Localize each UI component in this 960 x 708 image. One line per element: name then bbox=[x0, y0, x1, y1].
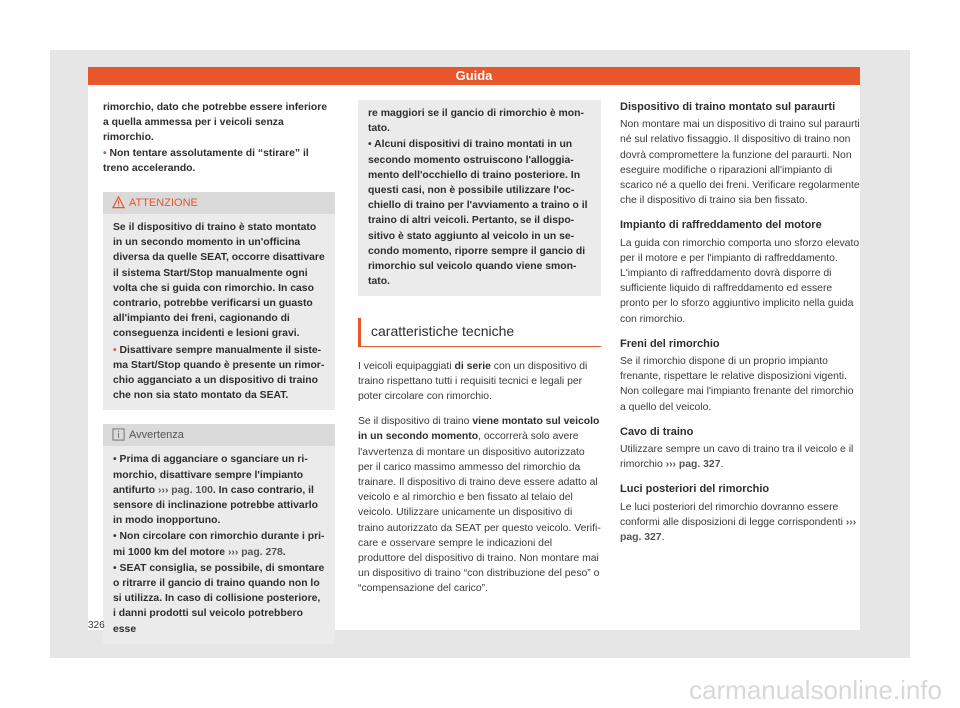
warning-body bbox=[103, 214, 335, 410]
page-link[interactable]: ››› pag. 278 bbox=[227, 546, 283, 558]
warning-header bbox=[103, 192, 335, 214]
text: con un dispositivo di traino rispettano tutti i requisiti tecnici e legali per poter circolare con rimorchio. bbox=[358, 360, 588, 403]
text: . bbox=[661, 532, 665, 544]
subheading: Freni del rimorchio bbox=[620, 337, 720, 350]
paragraph bbox=[620, 442, 860, 472]
note-bullet bbox=[368, 137, 591, 289]
bullet-icon: • bbox=[103, 147, 110, 159]
note-text-cont: re maggiori se il gancio di rimorchio è montato. bbox=[368, 108, 584, 135]
note-text: Alcuni dispositivi di traino montati in un secondo momento ostruiscono l'alloggiamento dell'occhiello di traino posteriore. In questi casi, non è possibile utilizzare l'occhiello di traino per l'avviamento a traino o il traino di altri veicoli. Pertanto, se il dispositivo è stato aggiunto al veicolo in un secondo momento, riporre sempre il gancio di rimorchio sul veicolo quando viene smontato. bbox=[368, 139, 588, 288]
column-right bbox=[620, 100, 860, 555]
note-box bbox=[103, 424, 335, 643]
note-text: Prima di agganciare o sganciare un rimorchio, disattivare sempre l'impianto antifurto bbox=[113, 454, 308, 496]
warning-text-2: Disattivare sempre manualmente il sistema Start/Stop quando è presente un rimorchio agganciato a un dispositivo di traino che non sia stato montato da SEAT. bbox=[113, 344, 325, 402]
paragraph: La guida con rimorchio comporta uno sforzo elevato per il motore e per l'impianto di raffreddamento. L'impianto di raffreddamento dovrà disporre di sufficiente liquido di raffreddamento ed essere pronto per lo sforzo aggiuntivo implicito nella guida con rimorchio. bbox=[620, 237, 860, 325]
bullet-icon: • bbox=[368, 139, 375, 151]
page-link[interactable]: ››› pag. 100 bbox=[158, 484, 213, 496]
note-header bbox=[103, 424, 335, 446]
note-body bbox=[358, 100, 601, 296]
note-bullet-3 bbox=[113, 561, 325, 637]
warning-title: ATTENZIONE bbox=[129, 197, 198, 210]
bullet-text: Non tentare assolutamente di “stirare” il treno accelerando. bbox=[103, 147, 309, 174]
column-middle bbox=[358, 100, 601, 607]
note-bullet-1 bbox=[113, 452, 325, 528]
bullet-icon: • bbox=[113, 531, 120, 543]
text: , occorrerà solo avere l'avvertenza di montare un dispositivo autorizzato per il carico massimo ammesso del rimorchio da trainare. Il dispositivo di traino deve essere adatto al veicolo e al rimorchio e ben fissato al telaio del veicolo. Utilizzare unicamente un dispositivo di traino autorizzato da SEAT per questo veicolo. Verificare e osservare sempre le indicazioni del produttore del dispositivo di traino. Non montare mai un dispositivo di traino “con distribuzione del peso” o “compensazione del carico”. bbox=[358, 431, 601, 595]
section-title: caratteristiche tecniche bbox=[358, 318, 601, 346]
column-left bbox=[103, 100, 335, 644]
page-link[interactable]: ››› pag. 327 bbox=[620, 516, 857, 544]
bullet-icon: • bbox=[113, 454, 120, 466]
bold-text: viene montato sul veicolo in un secondo momento bbox=[358, 416, 600, 443]
subheading: Cavo di traino bbox=[620, 425, 694, 438]
page-number: 326 bbox=[88, 620, 105, 631]
note-text: SEAT consiglia, se possibile, di smontare o ritrarre il gancio di traino quando non lo si utilizza. In caso di collisione posteriore, i danni prodotti sul veicolo potrebbero esse bbox=[113, 562, 325, 635]
note-text: . bbox=[282, 546, 286, 558]
text: Utilizzare sempre un cavo di traino tra il veicolo e il rimorchio bbox=[620, 444, 854, 471]
bold-text: di serie bbox=[454, 360, 491, 372]
paragraph: Se il rimorchio dispone di un proprio impianto frenante, rispettare le relative disposizioni vigenti. Non collegare mai l'impianto frenante del rimorchio a quello del veicolo. bbox=[620, 356, 854, 413]
page-header: Guida bbox=[88, 67, 860, 85]
note-body bbox=[103, 446, 335, 643]
note-title: Avvertenza bbox=[129, 429, 184, 442]
paragraph: Non montare mai un dispositivo di traino sul paraurti né sul relativo fissaggio. Il dispositivo di traino non dovrà compromettere la funzione del paraurti. Non eseguire modifiche o riparazioni all'impianto di scarico né a quello dei freni. Verificare regolarmente che il dispositivo di traino sia ben fissato. bbox=[620, 119, 860, 207]
warning-text-1: Se il dispositivo di traino è stato montato in un secondo momento in un'officina diversa da quelle SEAT, occorre disattivare il sistema Start/Stop manualmente ogni volta che si guida con rimorchio. In caso contrario, potrebbe verificarsi un guasto all'impianto dei freni, cagionando di conseguenza incidenti e lesioni gravi. bbox=[113, 222, 325, 340]
subheading: Luci posteriori del rimorchio bbox=[620, 483, 770, 496]
note-box-continued bbox=[358, 100, 601, 296]
text: I veicoli equipaggiati bbox=[358, 360, 452, 372]
page-link[interactable]: ››› pag. 327 bbox=[665, 459, 721, 471]
watermark: carmanualsonline.info bbox=[689, 675, 942, 705]
bullet-item bbox=[103, 146, 335, 176]
warning-bullet bbox=[113, 343, 325, 404]
bullet-icon: • bbox=[113, 344, 120, 356]
note-bullet-2 bbox=[113, 529, 325, 559]
warning-triangle-icon bbox=[112, 196, 125, 209]
paragraph bbox=[358, 359, 601, 405]
subheading: Dispositivo di traino montato sul paraurti bbox=[620, 101, 836, 113]
warning-box bbox=[103, 192, 335, 410]
text: . bbox=[720, 459, 724, 471]
paragraph bbox=[358, 414, 601, 596]
bullet-icon: • bbox=[113, 562, 120, 574]
note-text: Non circolare con rimorchio durante i primi 1000 km del motore bbox=[113, 531, 325, 558]
intro-text: rimorchio, dato che potrebbe essere inferiore a quella ammessa per i veicoli senza rimorchio. bbox=[103, 102, 328, 144]
text: Se il dispositivo di traino bbox=[358, 416, 470, 428]
text: Le luci posteriori del rimorchio dovranno essere conformi alle disposizioni di legge corrispondenti bbox=[620, 501, 843, 528]
info-icon bbox=[112, 428, 125, 441]
note-text: . In caso contrario, il sensore di inclinazione potrebbe attivarlo in modo inopportuno. bbox=[113, 484, 318, 527]
subheading: Impianto di raffreddamento del motore bbox=[620, 219, 822, 232]
paragraph bbox=[620, 500, 860, 546]
